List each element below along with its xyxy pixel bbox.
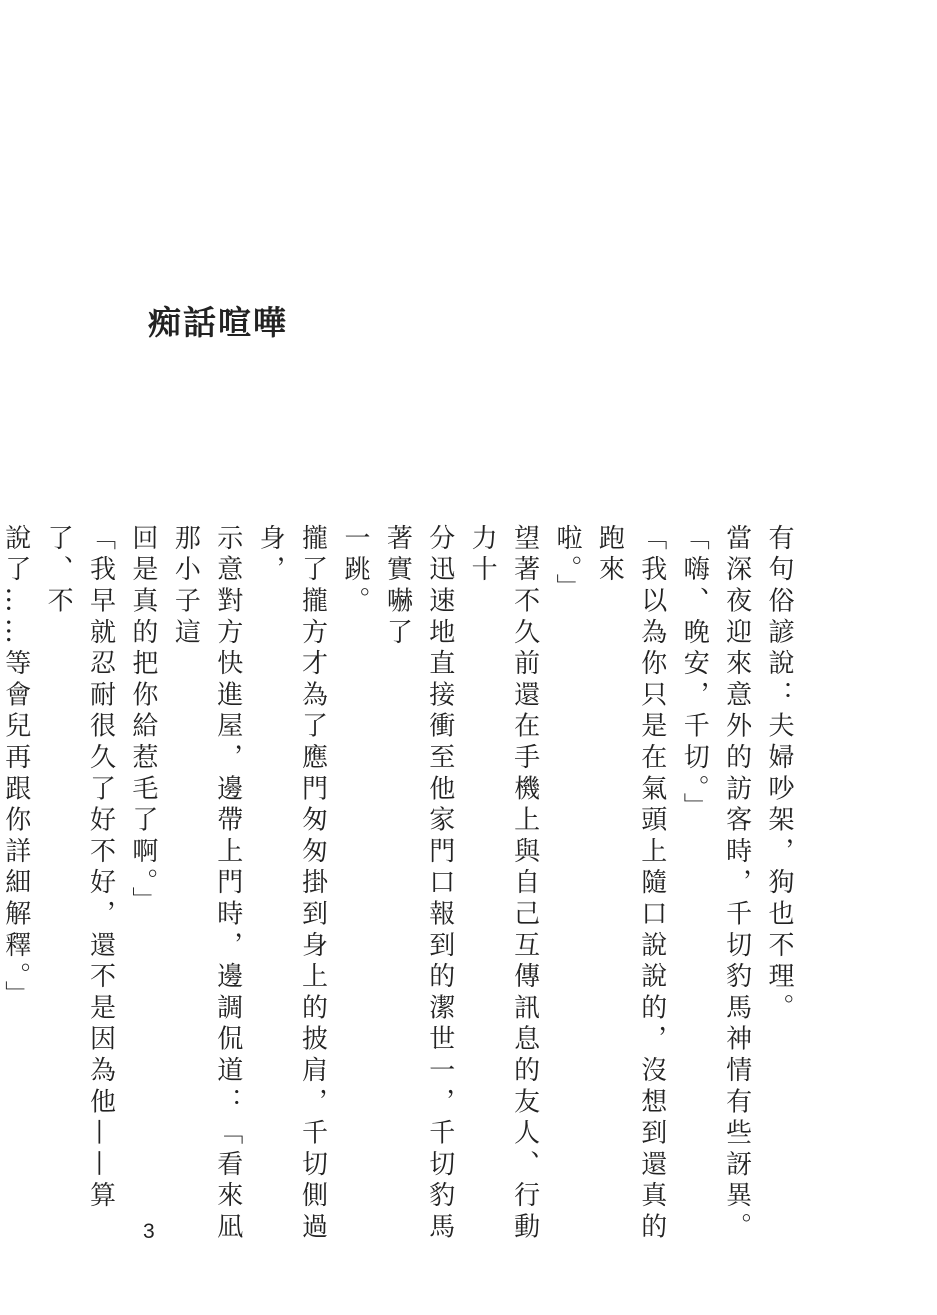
page-number: 3 [143,1220,155,1243]
body-text [0,524,800,1244]
text-line: 當深夜迎來意外的訪客時，千切豹馬神情有些訝異。 [721,524,752,1244]
text-line: 有句俗諺說：夫婦吵架，狗也不理。 [764,524,794,1025]
text-line: 「我早就忍耐很久了好不好，還不是因為他——算了、不 [43,524,116,1213]
text-line: 回是真的把你給惹毛了啊。」 [127,524,158,918]
text-line: 啦。」 [551,524,582,605]
text-line: 說了……等會兒再跟你詳細解釋。」 [0,524,31,1012]
text-line: 「嗨、晚安，千切。」 [679,524,710,824]
text-line: 示意對方快進屋，邊帶上門時，邊調侃道：「看來凪那小子這 [170,524,243,1244]
text-line: 「我以為你只是在氣頭上隨口說說的，沒想到還真的跑來 [594,524,667,1244]
text-line: 攏了攏方才為了應門匆匆掛到身上的披肩，千切側過身， [255,524,328,1244]
chapter-title: 痴話喧嘩 [148,303,288,343]
text-line: 一跳。 [339,524,370,618]
text-line: 分迅速地直接衝至他家門口報到的潔世一，千切豹馬著實嚇了 [382,524,455,1244]
text-line: 望著不久前還在手機上與自己互傳訊息的友人、行動力十 [467,524,540,1244]
